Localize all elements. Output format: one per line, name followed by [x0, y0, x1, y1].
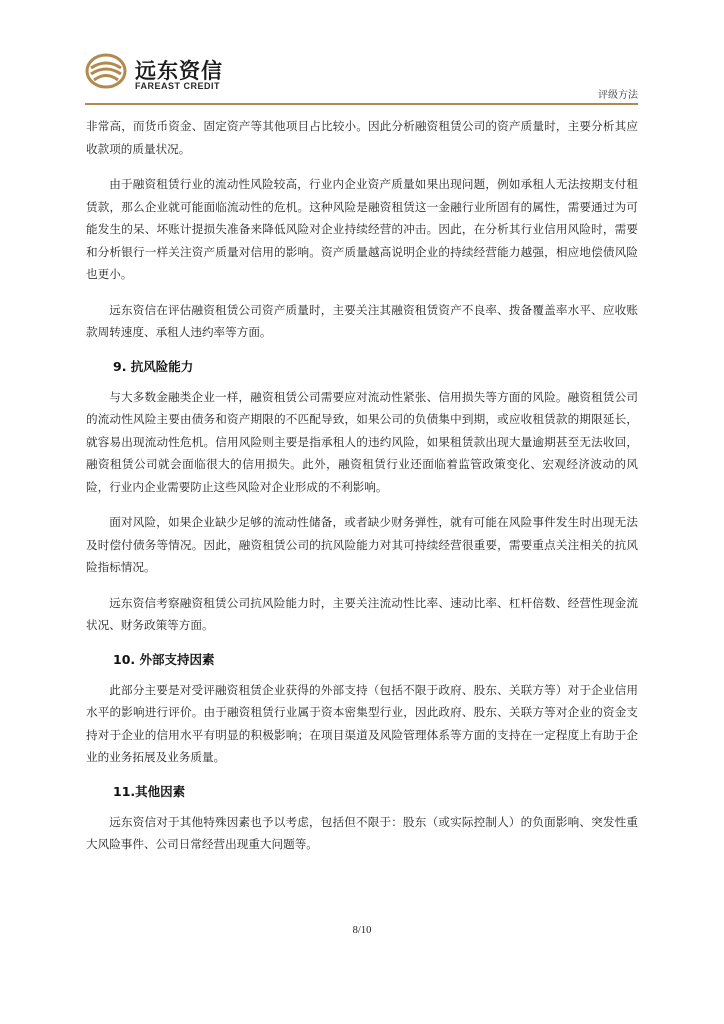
paragraph: 此部分主要是对受评融资租赁企业获得的外部支持（包括不限于政府、股东、关联方等）对于企业信用水平的影响进行评价。由于融资租赁行业属于资本密集型行业，因此政府、股东、关联方等对企业的资金支持对于企业的信用水平有明显的积极影响；在项目渠道及风险管理体系等方面的支持在一定程度上有助于企业的业务拓展及业务质量。 — [86, 682, 638, 764]
logo-chinese-name: 远东资信 — [135, 59, 223, 83]
paragraph: 由于融资租赁行业的流动性风险较高，行业内企业资产质量如果出现问题，例如承租人无法按期支付租赁款，那么企业就可能面临流动性的危机。这种风险是融资租赁这一金融行业所固有的属性，需要通过为可能发生的呆、坏账计提损失准备来降低风险对企业持续经营的冲击。因此，在分析其行业信用风险时，需要和分析银行一样关注资产质量对信用的影响。资产质量越高说明企业的持续经营能力越强，相应地偿债风险也更小。 — [86, 177, 638, 281]
document-body — [86, 115, 638, 869]
fareast-logo-icon — [85, 52, 127, 90]
section-heading-10: 10. 外部支持因素 — [113, 651, 215, 667]
paragraph: 非常高，而货币资金、固定资产等其他项目占比较小。因此分析融资租赁公司的资产质量时，主要分析其应收款项的质量状况。 — [86, 119, 638, 156]
paragraph: 远东资信对于其他特殊因素也予以考虑，包括但不限于：股东（或实际控制人）的负面影响、突发性重大风险事件、公司日常经营出现重大问题等。 — [86, 814, 638, 851]
paragraph: 与大多数金融类企业一样，融资租赁公司需要应对流动性紧张、信用损失等方面的风险。融资租赁公司的流动性风险主要由债务和资产期限的不匹配导致，如果公司的负债集中到期，或应收租赁款的期限延长，就容易出现流动性危机。信用风险则主要是指承租人的违约风险，如果租赁款出现大量逾期甚至无法收回，融资租赁公司就会面临很大的信用损失。此外，融资租赁行业还面临着监管政策变化、宏观经济波动的风险，行业内企业需要防止这些风险对企业形成的不利影响。 — [86, 389, 638, 494]
header-divider — [85, 103, 638, 105]
section-heading-11: 11.其他因素 — [113, 783, 186, 799]
paragraph: 远东资信在评估融资租赁公司资产质量时，主要关注其融资租赁资产不良率、拨备覆盖率水平、应收账款周转速度、承租人违约率等方面。 — [86, 302, 638, 339]
logo-english-name: FAREAST CREDIT — [135, 81, 221, 91]
page-number: 8/10 — [352, 925, 372, 936]
section-label: 评级方法 — [598, 90, 638, 101]
page-header — [85, 50, 638, 105]
paragraph: 面对风险，如果企业缺少足够的流动性储备，或者缺少财务弹性，就有可能在风险事件发生时出现无法及时偿付债务等情况。因此，融资租赁公司的抗风险能力对其可持续经营很重要，需要重点关注相关的抗风险指标情况。 — [86, 515, 638, 574]
paragraph: 远东资信考察融资租赁公司抗风险能力时，主要关注流动性比率、速动比率、杠杆倍数、经营性现金流状况、财务政策等方面。 — [86, 595, 638, 632]
company-logo — [85, 50, 285, 94]
section-heading-9: 9. 抗风险能力 — [113, 358, 194, 374]
